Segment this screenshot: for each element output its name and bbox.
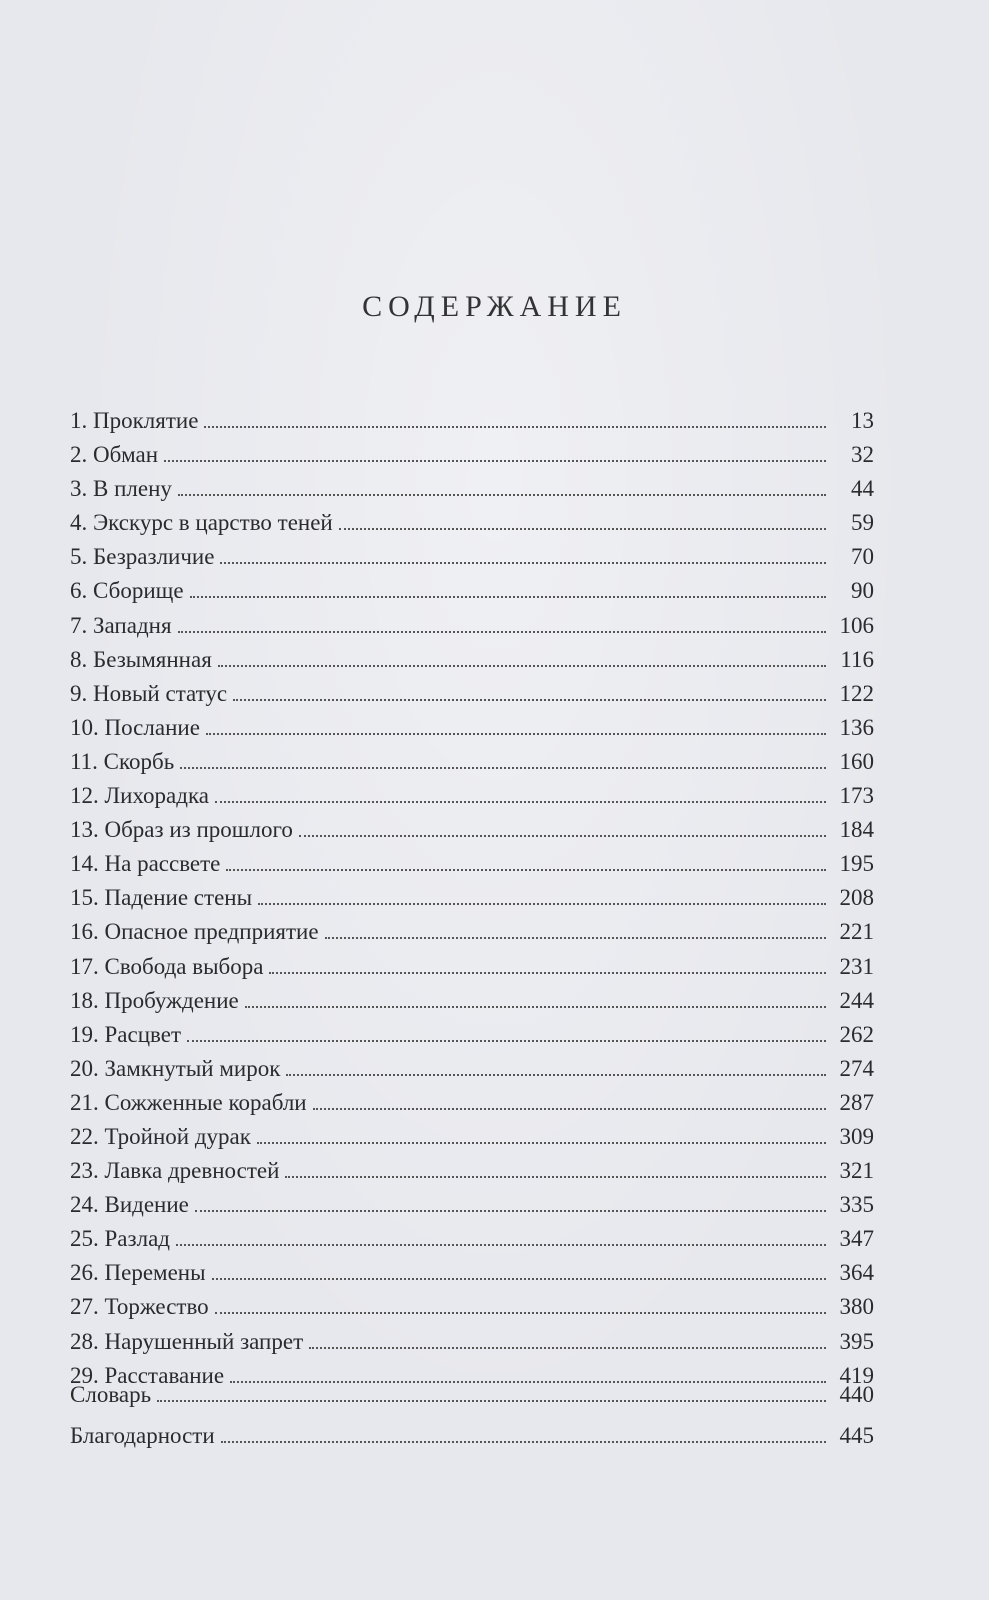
dot-leader bbox=[187, 1040, 826, 1042]
toc-entry-page-number: 122 bbox=[839, 680, 874, 706]
dot-leader bbox=[339, 528, 826, 530]
toc-entry bbox=[70, 442, 874, 476]
toc-entry bbox=[70, 578, 874, 612]
toc-entry-title: 22. Тройной дурак bbox=[70, 1123, 251, 1149]
dot-leader bbox=[164, 460, 826, 462]
toc-entry bbox=[70, 476, 874, 510]
toc-entry-page-number: 116 bbox=[840, 646, 874, 672]
toc-entry bbox=[70, 783, 874, 817]
toc-entry-page-number: 44 bbox=[851, 476, 874, 502]
toc-entry bbox=[70, 749, 874, 783]
toc-entry-title: 20. Замкнутый мирок bbox=[70, 1055, 281, 1081]
toc-entry-page-number: 364 bbox=[839, 1260, 874, 1286]
toc-entry-title: 24. Видение bbox=[70, 1192, 189, 1218]
toc-entry-page-number: 380 bbox=[839, 1294, 874, 1320]
toc-entry-title: 14. На рассвете bbox=[70, 851, 221, 877]
dot-leader bbox=[258, 903, 826, 905]
toc-entry-page-number: 106 bbox=[839, 612, 874, 638]
toc-entry bbox=[70, 851, 874, 885]
toc-entry-title: 5. Безразличие bbox=[70, 544, 215, 570]
page-title: СОДЕРЖАНИЕ bbox=[362, 290, 627, 323]
toc-entry bbox=[70, 510, 874, 544]
toc-entry bbox=[70, 1090, 874, 1124]
toc-entry-page-number: 173 bbox=[839, 783, 874, 809]
toc-entry-title: 7. Западня bbox=[70, 612, 172, 638]
toc-entry-page-number: 221 bbox=[839, 919, 874, 945]
dot-leader bbox=[215, 801, 826, 803]
toc-entry-page-number: 262 bbox=[839, 1021, 874, 1047]
toc-entry-title: 11. Скорбь bbox=[70, 748, 175, 774]
back-matter-list bbox=[70, 1382, 874, 1464]
dot-leader bbox=[178, 494, 826, 496]
toc-entry bbox=[70, 715, 874, 749]
toc-entry-title: 15. Падение стены bbox=[70, 885, 253, 911]
toc-entry bbox=[70, 885, 874, 919]
dot-leader bbox=[157, 1400, 826, 1402]
toc-entry bbox=[70, 1158, 874, 1192]
toc-entry bbox=[70, 817, 874, 851]
toc-entry-title: Словарь bbox=[70, 1382, 152, 1407]
toc-entry-page-number: 321 bbox=[839, 1158, 874, 1184]
toc-entry bbox=[70, 1329, 874, 1363]
toc-entry bbox=[70, 1124, 874, 1158]
toc-entry-title: 26. Перемены bbox=[70, 1260, 206, 1286]
toc-entry bbox=[70, 1260, 874, 1294]
dot-leader bbox=[206, 733, 826, 735]
toc-entry-title: 28. Нарушенный запрет bbox=[70, 1328, 304, 1354]
dot-leader bbox=[190, 596, 826, 598]
dot-leader bbox=[226, 869, 826, 871]
toc-entry-title: 10. Послание bbox=[70, 714, 200, 740]
toc-entry-page-number: 32 bbox=[851, 442, 874, 468]
toc-entry-title: 13. Образ из прошлого bbox=[70, 817, 293, 843]
toc-entry-page-number: 244 bbox=[839, 987, 874, 1013]
toc-entry-page-number: 440 bbox=[839, 1382, 874, 1407]
toc-entry-title: 18. Пробуждение bbox=[70, 987, 239, 1013]
dot-leader bbox=[220, 562, 826, 564]
toc-entry-page-number: 274 bbox=[839, 1055, 874, 1081]
toc-entry bbox=[70, 544, 874, 578]
toc-entry-title: 29. Расставание bbox=[70, 1362, 225, 1388]
toc-entry-page-number: 347 bbox=[839, 1226, 874, 1252]
dot-leader bbox=[285, 1176, 826, 1178]
toc-entry-page-number: 208 bbox=[839, 885, 874, 911]
dot-leader bbox=[195, 1210, 826, 1212]
toc-entry bbox=[70, 1022, 874, 1056]
dot-leader bbox=[178, 631, 826, 633]
dot-leader bbox=[180, 767, 826, 769]
toc-entry bbox=[70, 1382, 874, 1423]
toc-entry bbox=[70, 681, 874, 715]
toc-entry-page-number: 160 bbox=[839, 748, 874, 774]
toc-entry-page-number: 335 bbox=[839, 1192, 874, 1218]
toc-entry-page-number: 90 bbox=[851, 578, 874, 604]
dot-leader bbox=[257, 1142, 826, 1144]
toc-entry-page-number: 70 bbox=[851, 544, 874, 570]
toc-entry bbox=[70, 1294, 874, 1328]
toc-entry-page-number: 419 bbox=[839, 1362, 874, 1388]
dot-leader bbox=[269, 972, 826, 974]
toc-entry-title: 16. Опасное предприятие bbox=[70, 919, 319, 945]
toc-entry bbox=[70, 613, 874, 647]
toc-entry bbox=[70, 1192, 874, 1226]
toc-entry-title: 12. Лихорадка bbox=[70, 783, 209, 809]
toc-entry-title: 23. Лавка древностей bbox=[70, 1158, 280, 1184]
toc-entry-title: 3. В плену bbox=[70, 476, 172, 502]
toc-entry-page-number: 309 bbox=[839, 1123, 874, 1149]
dot-leader bbox=[221, 1441, 826, 1443]
dot-leader bbox=[286, 1074, 826, 1076]
dot-leader bbox=[176, 1244, 826, 1246]
toc-entry-page-number: 136 bbox=[839, 714, 874, 740]
dot-leader bbox=[215, 1312, 826, 1314]
toc-entry-title: 8. Безымянная bbox=[70, 646, 212, 672]
toc-entry-title: 1. Проклятие bbox=[70, 408, 199, 433]
toc-entry-page-number: 59 bbox=[851, 510, 874, 536]
dot-leader bbox=[204, 426, 826, 428]
toc-entry bbox=[70, 919, 874, 953]
toc-entry bbox=[70, 1226, 874, 1260]
toc-entry-page-number: 184 bbox=[839, 817, 874, 843]
toc-entry-title: 9. Новый статус bbox=[70, 680, 228, 706]
toc-entry-page-number: 13 bbox=[851, 408, 874, 433]
toc-entry-title: 25. Разлад bbox=[70, 1226, 170, 1252]
toc-entry-title: 21. Сожженные корабли bbox=[70, 1089, 307, 1115]
dot-leader bbox=[313, 1108, 826, 1110]
toc-entry bbox=[70, 647, 874, 681]
toc-entry-title: 17. Свобода выбора bbox=[70, 953, 264, 979]
table-of-contents bbox=[70, 408, 874, 1397]
toc-entry-page-number: 287 bbox=[839, 1089, 874, 1115]
toc-entry bbox=[70, 1423, 874, 1464]
toc-entry-title: 2. Обман bbox=[70, 442, 159, 468]
toc-entry-title: Благодарности bbox=[70, 1423, 215, 1448]
dot-leader bbox=[218, 665, 826, 667]
dot-leader bbox=[212, 1278, 826, 1280]
toc-entry-title: 27. Торжество bbox=[70, 1294, 209, 1320]
toc-entry-page-number: 445 bbox=[839, 1423, 874, 1448]
toc-entry bbox=[70, 1056, 874, 1090]
dot-leader bbox=[233, 699, 826, 701]
toc-entry-title: 6. Сборище bbox=[70, 578, 184, 604]
toc-entry-title: 4. Экскурс в царство теней bbox=[70, 510, 333, 536]
dot-leader bbox=[245, 1006, 826, 1008]
dot-leader bbox=[325, 937, 826, 939]
toc-entry-title: 19. Расцвет bbox=[70, 1021, 182, 1047]
toc-entry bbox=[70, 988, 874, 1022]
toc-entry bbox=[70, 954, 874, 988]
dot-leader bbox=[309, 1347, 826, 1349]
toc-entry-page-number: 195 bbox=[839, 851, 874, 877]
toc-entry bbox=[70, 408, 874, 442]
dot-leader bbox=[299, 835, 826, 837]
toc-entry-page-number: 231 bbox=[839, 953, 874, 979]
toc-entry-page-number: 395 bbox=[839, 1328, 874, 1354]
